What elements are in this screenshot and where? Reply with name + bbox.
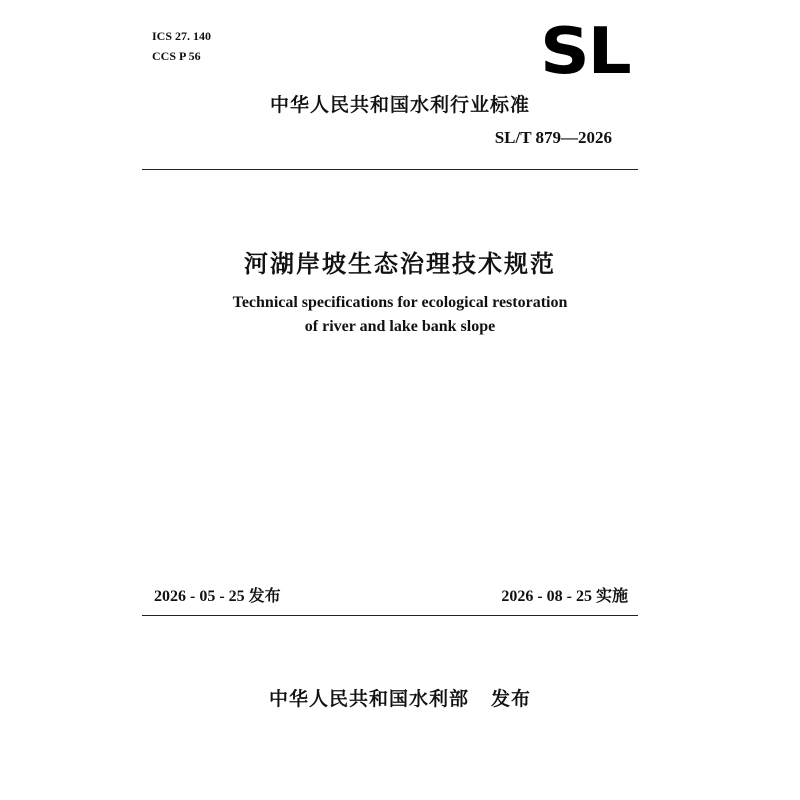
- title-english-line1: Technical specifications for ecological restoration: [232, 294, 568, 311]
- bottom-divider: [142, 615, 638, 616]
- standard-number: SL/T 879—2026: [494, 128, 612, 147]
- classification-codes: [152, 26, 211, 66]
- title-english-line2: of river and lake bank slope: [304, 318, 496, 335]
- publisher-action: 发布: [491, 688, 532, 710]
- sl-logo: [540, 24, 632, 80]
- title-chinese: 河湖岸坡生态治理技术规范: [244, 250, 556, 278]
- implementation-date: 2026 - 08 - 25 实施: [501, 588, 628, 605]
- publisher-line: [0, 684, 800, 711]
- ics-code: ICS 27. 140: [152, 29, 212, 43]
- issue-date: 2026 - 05 - 25 发布: [154, 588, 281, 605]
- publisher-name: 中华人民共和国水利部: [268, 688, 469, 710]
- sl-logo-text: SL: [540, 24, 630, 80]
- standard-category: 中华人民共和国水利行业标准: [269, 94, 530, 116]
- title-english: [0, 291, 800, 339]
- ccs-code: CCS P 56: [152, 49, 201, 63]
- top-divider: [142, 169, 638, 170]
